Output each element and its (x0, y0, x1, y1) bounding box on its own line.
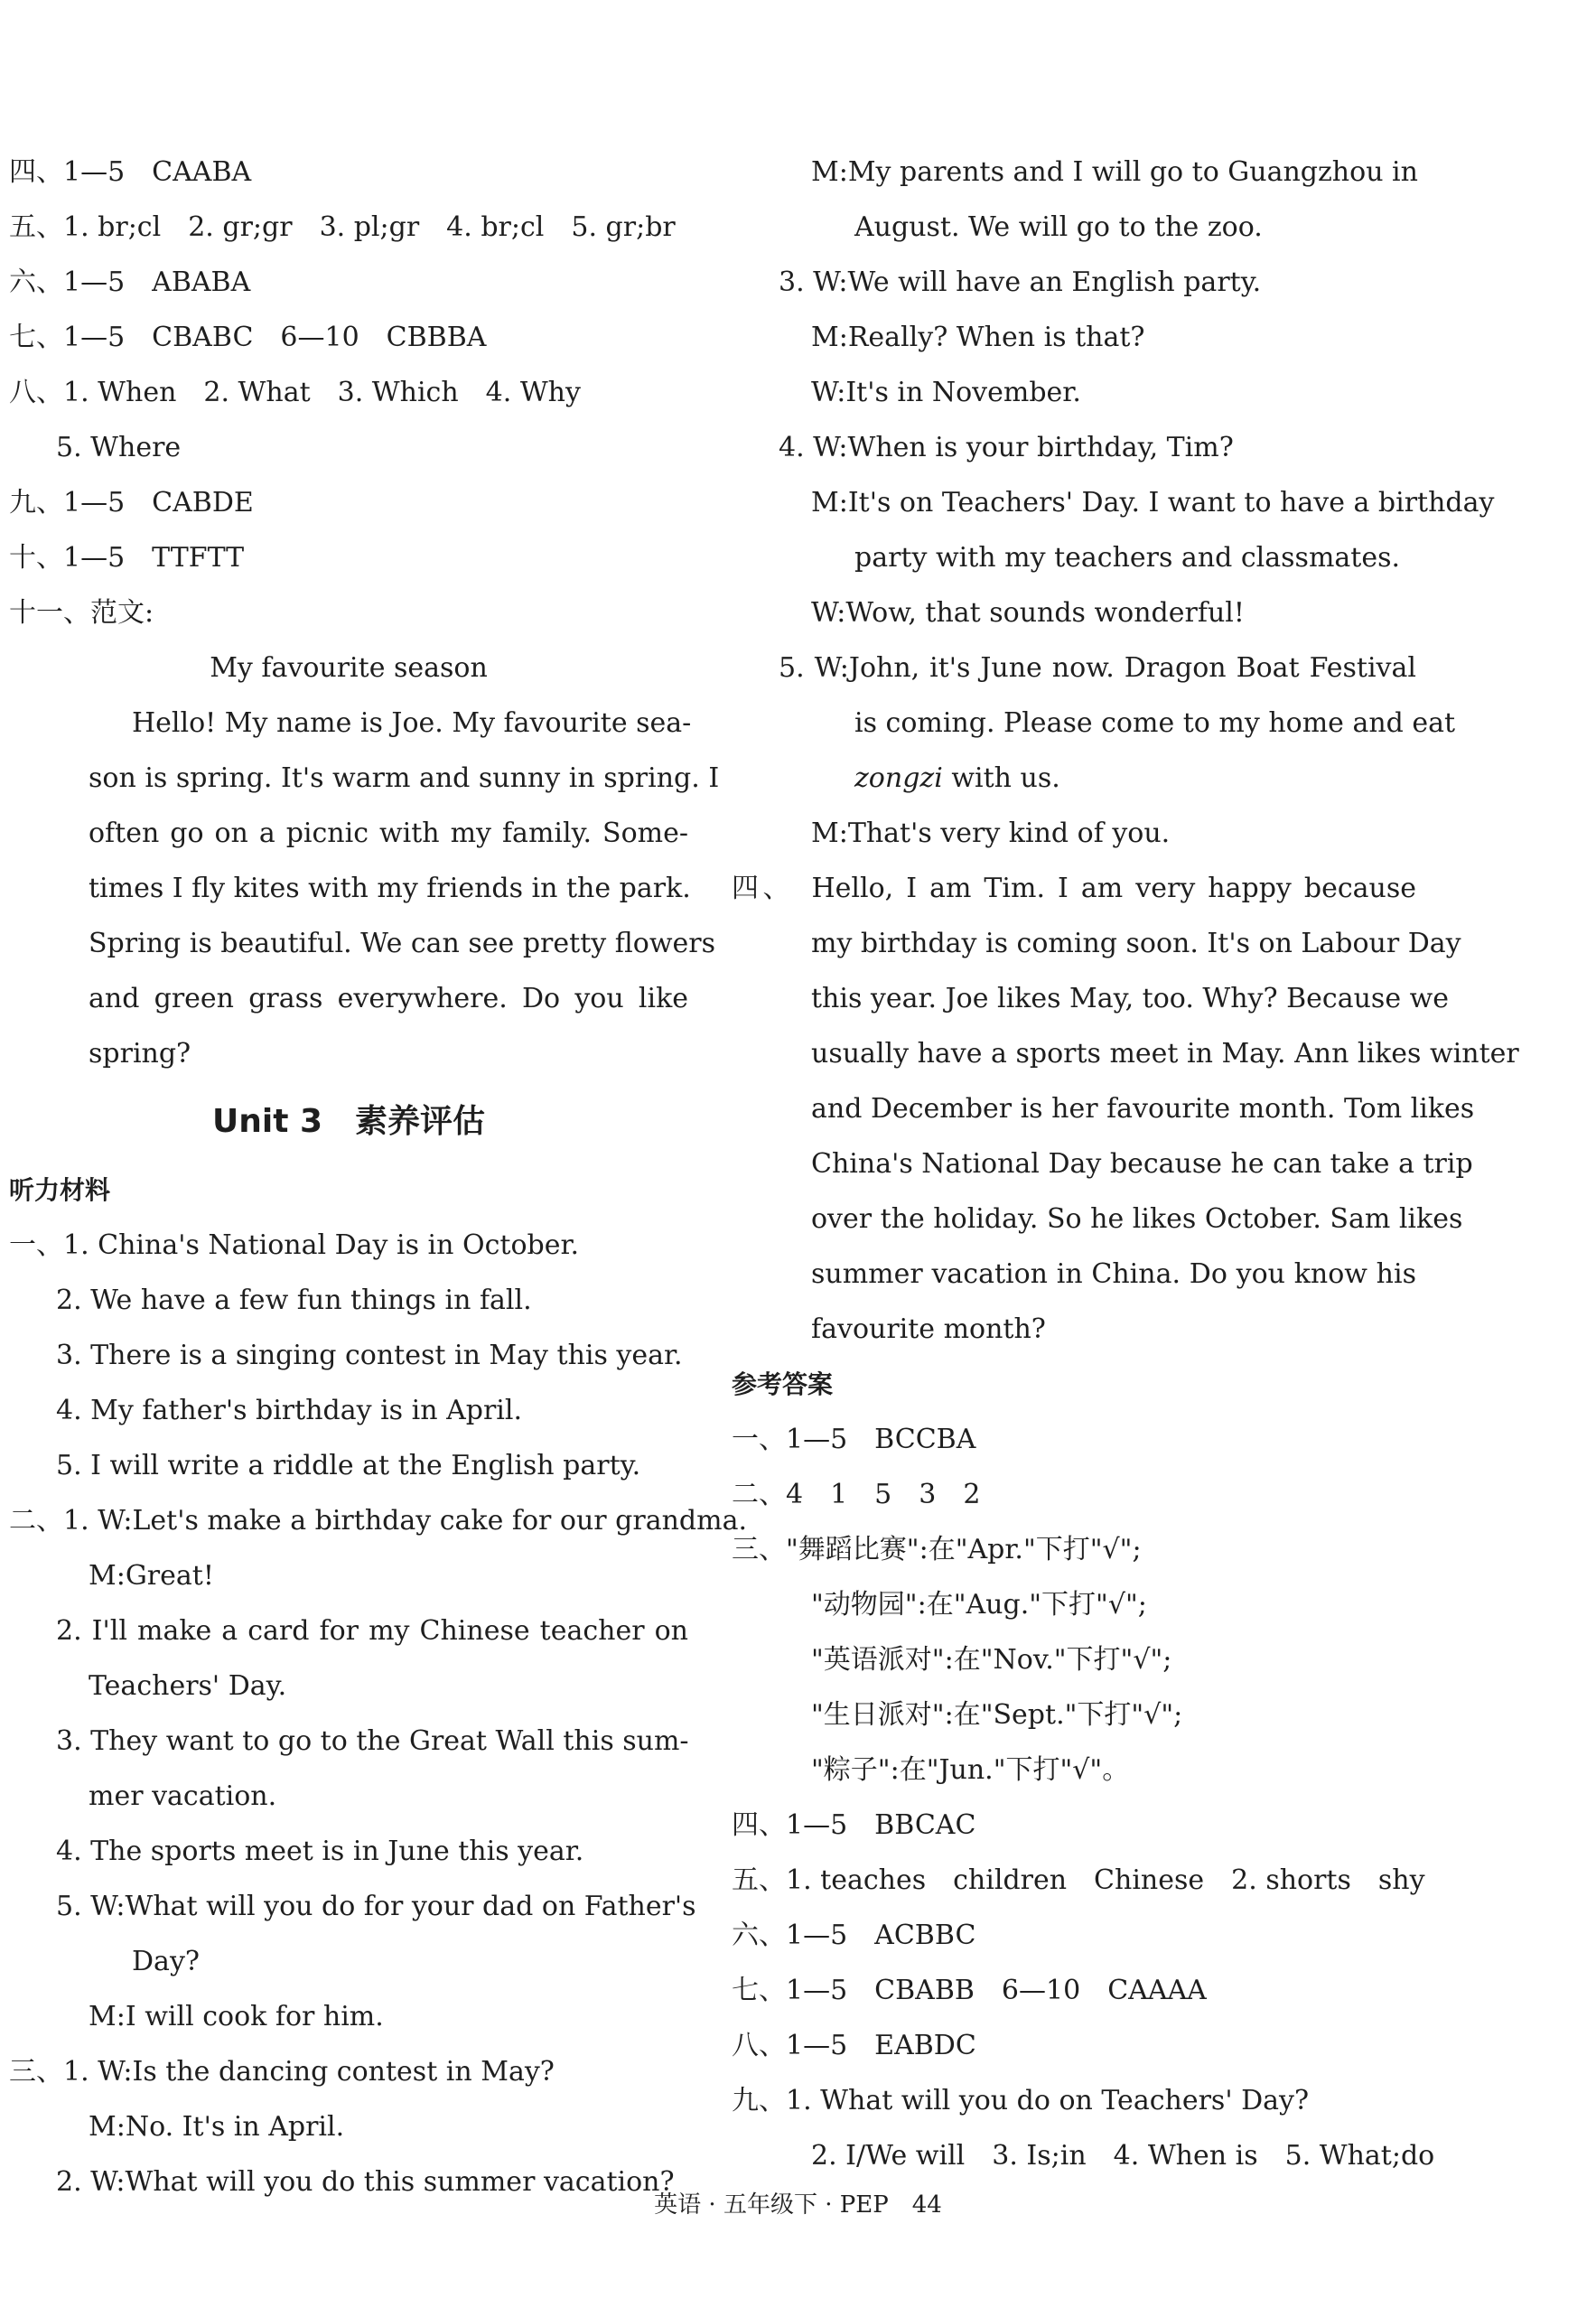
text-line: 4. The sports meet is in June this year. (56, 1836, 584, 1867)
section-heading: 听力材料 (9, 1175, 111, 1205)
text-line: often go on a picnic with my family. Some- (89, 817, 688, 849)
text-line: spring? (89, 1038, 191, 1070)
text-line: 十、1—5 TTFTT (9, 542, 245, 574)
text-line: M:Really? When is that? (811, 322, 1145, 353)
text-line: mer vacation. (89, 1780, 277, 1812)
text-line: and December is her favourite month. Tom likes (811, 1093, 1475, 1125)
text-line: "生日派对":在"Sept."下打"√"; (811, 1699, 1183, 1731)
text-line: 九、1—5 CABDE (9, 487, 254, 519)
text-line: usually have a sports meet in May. Ann likes winter (811, 1038, 1519, 1070)
text-line: "动物园":在"Aug."下打"√"; (811, 1589, 1147, 1621)
text-line: M:Great! (89, 1560, 214, 1592)
text-line: China's National Day because he can take a trip (811, 1148, 1473, 1180)
text-line: M:It's on Teachers' Day. I want to have a birthday (811, 487, 1495, 519)
text-line: 4. My father's birthday is in April. (56, 1395, 523, 1426)
text-line: August. We will go to the zoo. (854, 211, 1263, 243)
text-line: 四、1—5 CAABA (9, 156, 252, 188)
text-line: "英语派对":在"Nov."下打"√"; (811, 1644, 1172, 1676)
text-line: Spring is beautiful. We can see pretty flowers (89, 928, 715, 959)
text-line: 五、1. br;cl 2. gr;gr 3. pl;gr 4. br;cl 5. gr;br (9, 211, 676, 243)
text-line: 十一、范文: (9, 597, 154, 629)
page-footer: 英语 · 五年级下 · PEP 44 (654, 2191, 942, 2219)
text-line: 二、1. W:Let's make a birthday cake for our grandma. (9, 1505, 748, 1537)
text-line: 2. W:What will you do this summer vacation? (56, 2166, 675, 2198)
text-line: 一、1. China's National Day is in October. (9, 1229, 580, 1261)
text-line: party with my teachers and classmates. (854, 542, 1401, 574)
text-line: 九、1. What will you do on Teachers' Day? (732, 2085, 1310, 2116)
text-line: and green grass everywhere. Do you like (89, 983, 688, 1014)
text-line: favourite month? (811, 1313, 1046, 1345)
text-line: 2. I'll make a card for my Chinese teacher on (56, 1615, 688, 1647)
text-line: 3. W:We will have an English party. (779, 266, 1262, 298)
text-line: 三、1. W:Is the dancing contest in May? (9, 2056, 555, 2088)
text-line: M:I will cook for him. (89, 2001, 384, 2032)
text-line: 一、1—5 BCCBA (732, 1424, 976, 1455)
text-line: son is spring. It's warm and sunny in spring. I (89, 762, 720, 794)
text-line: times I fly kites with my friends in the park. (89, 873, 691, 904)
text-line: 七、1—5 CBABB 6—10 CAAAA (732, 1975, 1207, 2006)
text-line: 四、 Hello, I am Tim. I am very happy because (732, 873, 1416, 904)
text-line: 3. They want to go to the Great Wall this sum- (56, 1725, 689, 1757)
text-line: 八、1. When 2. What 3. Which 4. Why (9, 377, 581, 408)
unit-heading: Unit 3 素养评估 (212, 1103, 485, 1140)
text-line: 三、"舞蹈比赛":在"Apr."下打"√"; (732, 1534, 1142, 1565)
text-line: M:My parents and I will go to Guangzhou in (811, 156, 1418, 188)
text-line: 六、1—5 ACBBC (732, 1920, 976, 1951)
section-heading: 参考答案 (732, 1369, 834, 1399)
text-line: 四、1—5 BBCAC (732, 1809, 976, 1841)
text-line: zongzi with us. (854, 762, 1060, 794)
text-line: 5. W:What will you do for your dad on Father's (56, 1891, 696, 1922)
text-line: W:It's in November. (811, 377, 1081, 408)
text-line: 3. There is a singing contest in May this year. (56, 1340, 683, 1371)
left-column (9, 145, 748, 2210)
text-line: 5. W:John, it's June now. Dragon Boat Festival (779, 652, 1416, 684)
text-line: M:No. It's in April. (89, 2111, 345, 2143)
text-line: 二、4 1 5 3 2 (732, 1479, 981, 1510)
text-line: 4. W:When is your birthday, Tim? (779, 432, 1234, 463)
text-line: this year. Joe likes May, too. Why? Because we (811, 983, 1450, 1014)
text-line: "粽子":在"Jun."下打"√"。 (811, 1754, 1130, 1786)
text-line: Day? (132, 1946, 200, 1977)
text-line: W:Wow, that sounds wonderful! (811, 597, 1245, 629)
text-line: 七、1—5 CBABC 6—10 CBBBA (9, 322, 487, 353)
text-line: summer vacation in China. Do you know his (811, 1258, 1416, 1290)
text-line: 2. We have a few fun things in fall. (56, 1285, 532, 1316)
text-line: M:That's very kind of you. (811, 817, 1171, 849)
text-line: Hello! My name is Joe. My favourite sea- (132, 707, 692, 739)
text-line: is coming. Please come to my home and eat (854, 707, 1456, 739)
text-line: My favourite season (210, 652, 488, 684)
text-line: 5. Where (56, 432, 182, 463)
text-line: 五、1. teaches children Chinese 2. shorts shy (732, 1864, 1425, 1896)
text-line: over the holiday. So he likes October. Sam likes (811, 1203, 1463, 1235)
text-line: 八、1—5 EABDC (732, 2030, 976, 2061)
text-line: my birthday is coming soon. It's on Labour Day (811, 928, 1461, 959)
text-line: 2. I/We will 3. Is;in 4. When is 5. What;do (811, 2140, 1435, 2172)
right-column (732, 145, 1519, 2183)
text-line: Teachers' Day. (89, 1670, 287, 1702)
text-line: 六、1—5 ABABA (9, 266, 251, 298)
text-line: 5. I will write a riddle at the English party. (56, 1450, 641, 1481)
